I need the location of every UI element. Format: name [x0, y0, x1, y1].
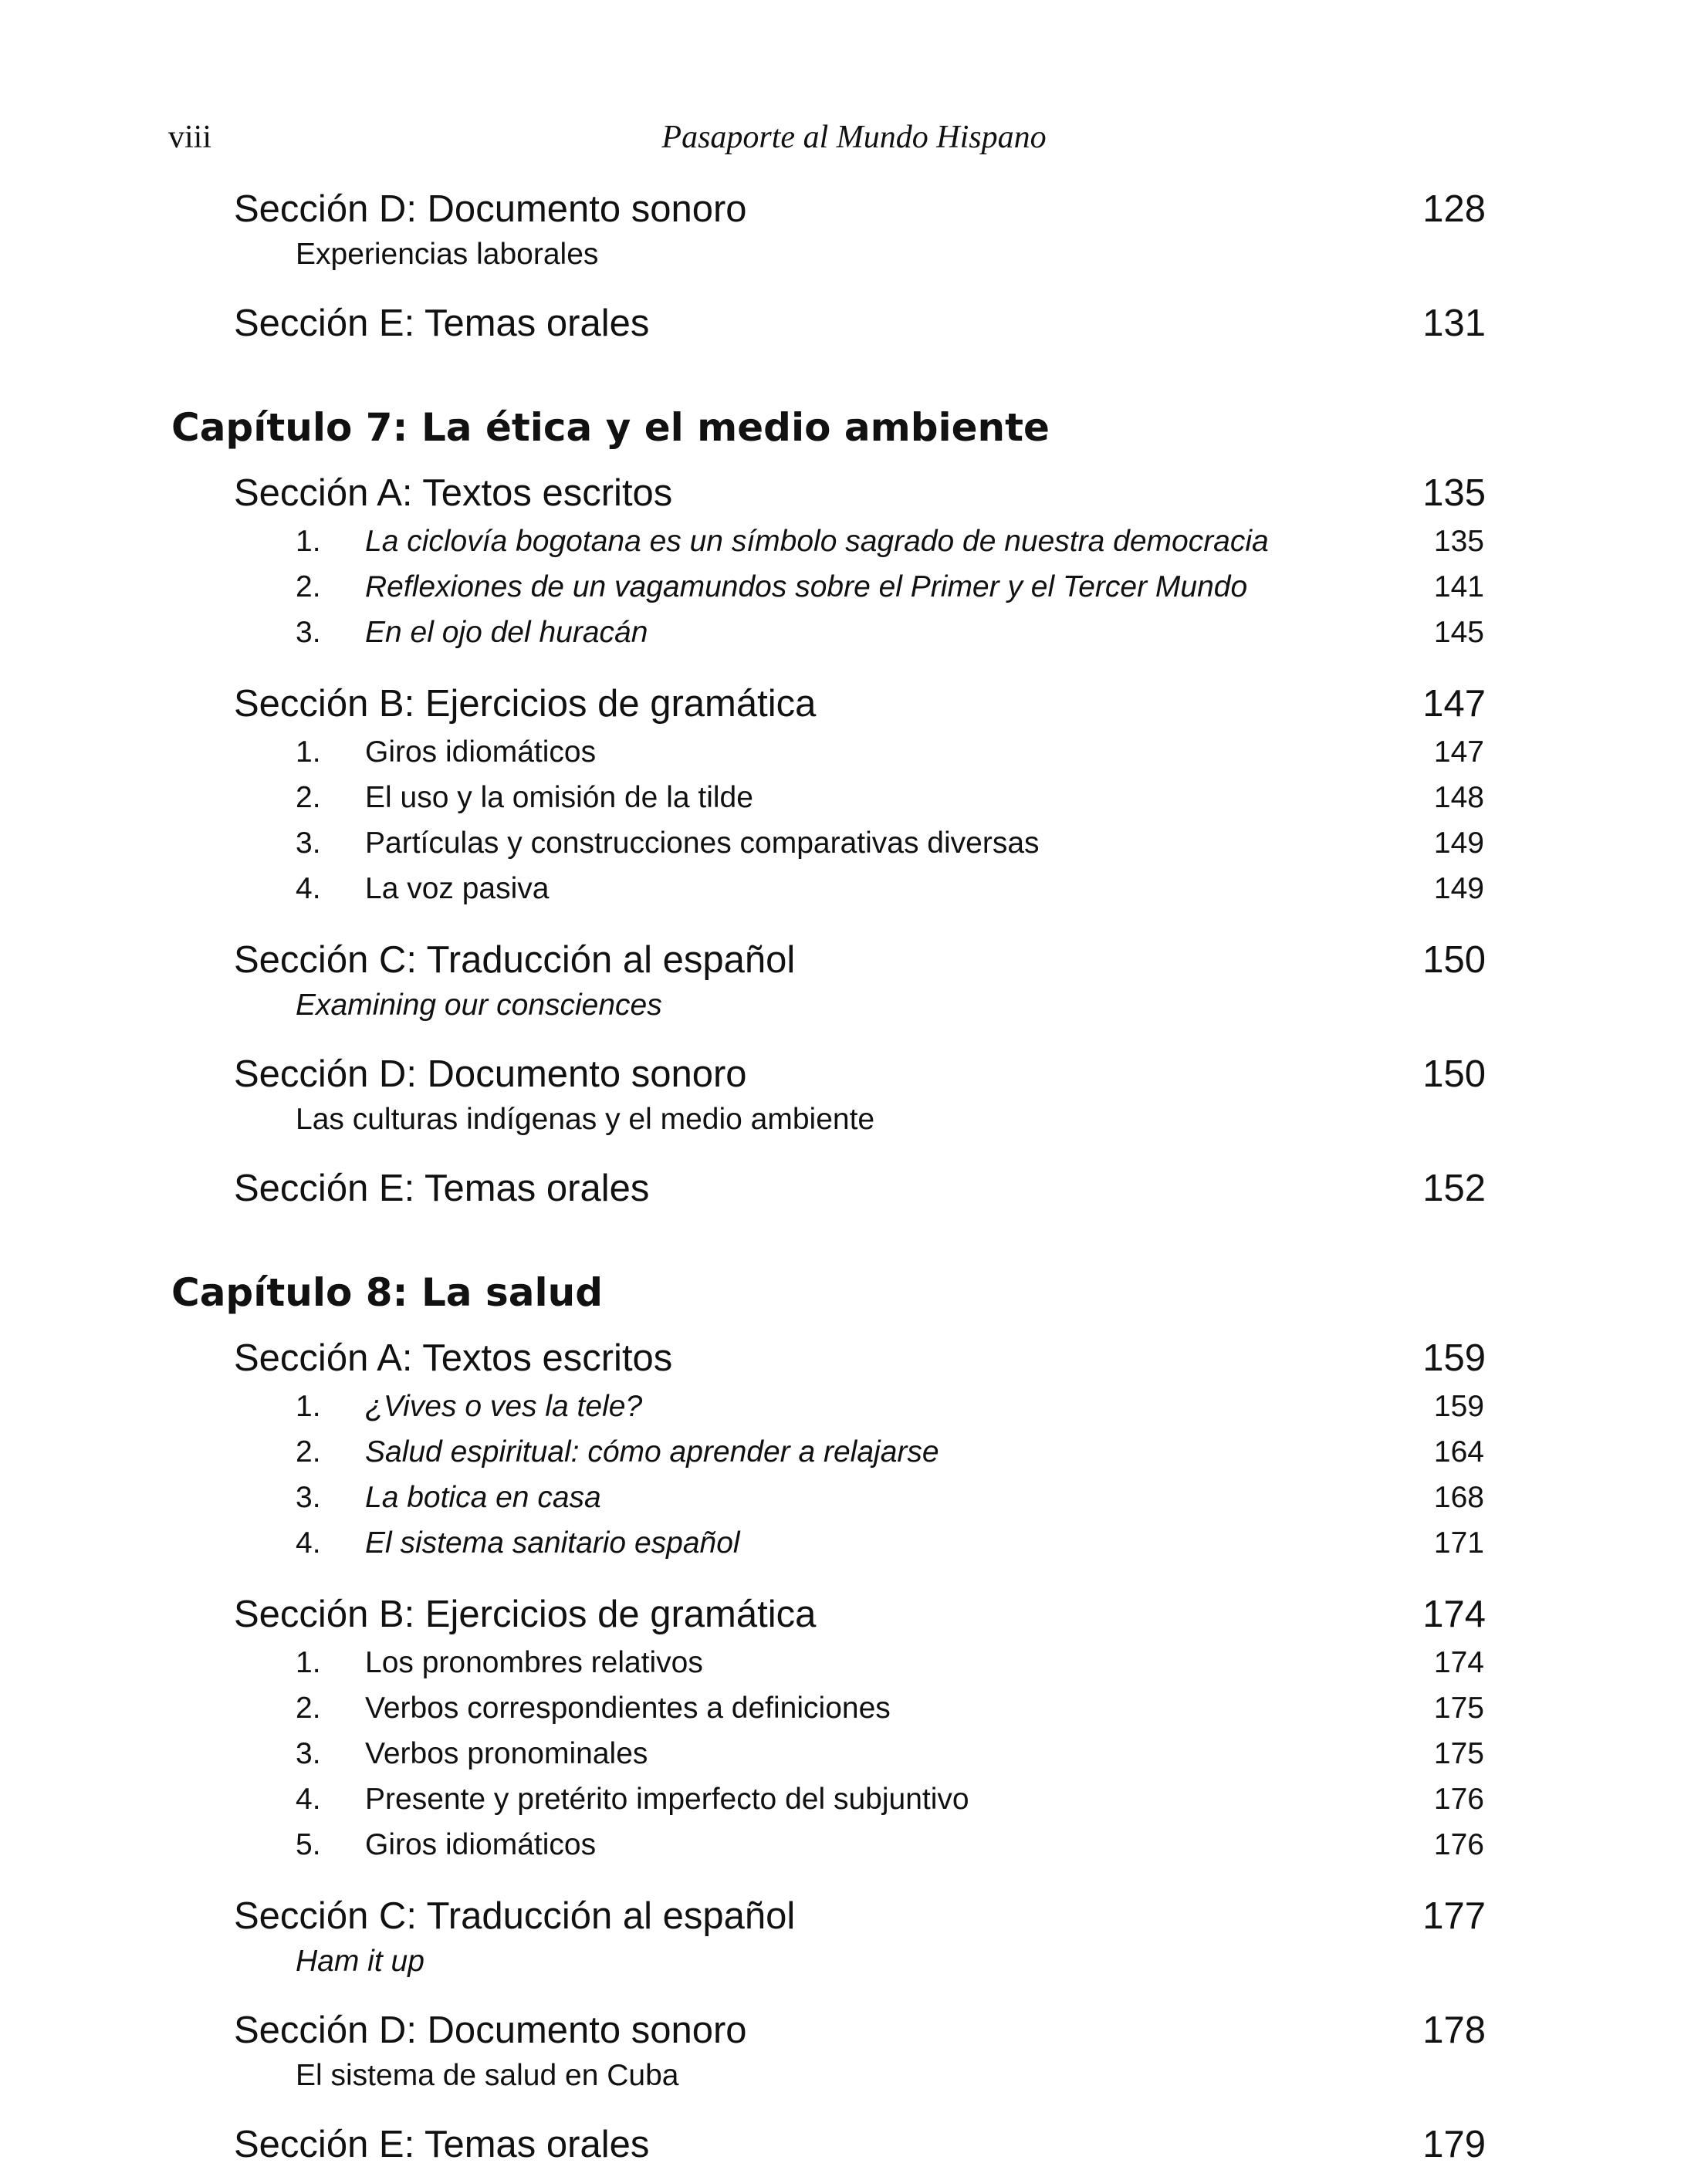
toc-section-c[interactable]	[0, 1891, 1708, 1942]
toc-section-d[interactable]	[0, 1049, 1708, 1100]
chapter-8-heading: Capítulo 8: La salud	[171, 1270, 603, 1315]
section-page: 150	[1422, 1053, 1486, 1095]
section-page: 174	[1422, 1594, 1486, 1635]
toc-item[interactable]: 3. Partículas y construcciones comparativas diversas 149	[296, 826, 1484, 860]
table-of-contents	[0, 184, 1708, 2170]
toc-section-d[interactable]	[0, 184, 1708, 235]
toc-item[interactable]: 2. Verbos correspondientes a definiciones 175	[296, 1692, 1484, 1725]
section-subtitle: Examining our consciences	[296, 989, 662, 1022]
section-page: 177	[1422, 1895, 1486, 1937]
section-page: 179	[1422, 2124, 1486, 2165]
toc-item[interactable]: 4. La voz pasiva 149	[296, 872, 1484, 905]
section-label: Sección B: Ejercicios de gramática	[234, 683, 817, 725]
toc-section-b[interactable]	[0, 1589, 1708, 1640]
section-subtitle: El sistema de salud en Cuba	[296, 2059, 679, 2092]
section-label: Sección E: Temas orales	[234, 303, 650, 344]
section-label: Sección E: Temas orales	[234, 1168, 650, 1209]
section-page: 178	[1422, 2009, 1486, 2051]
section-page: 135	[1422, 472, 1486, 514]
toc-section-e[interactable]	[0, 298, 1708, 349]
toc-section-a[interactable]	[0, 1333, 1708, 1384]
toc-item[interactable]: 3. En el ojo del huracán 145	[296, 616, 1484, 649]
section-label: Sección D: Documento sonoro	[234, 188, 747, 230]
chapter-7-heading: Capítulo 7: La ética y el medio ambiente	[171, 405, 1050, 450]
section-page: 131	[1422, 303, 1486, 344]
running-header	[0, 114, 1708, 161]
toc-item[interactable]: 4. Presente y pretérito imperfecto del subjuntivo 176	[296, 1783, 1484, 1816]
toc-item[interactable]: 1. Giros idiomáticos 147	[296, 735, 1484, 769]
section-subtitle: Experiencias laborales	[296, 238, 599, 271]
section-page: 150	[1422, 939, 1486, 981]
toc-item[interactable]: 4. El sistema sanitario español 171	[296, 1526, 1484, 1560]
toc-section-b[interactable]	[0, 678, 1708, 729]
section-page: 159	[1422, 1337, 1486, 1379]
toc-item[interactable]: 1. ¿Vives o ves la tele? 159	[296, 1390, 1484, 1423]
toc-item[interactable]: 2. Reflexiones de un vagamundos sobre el Primer y el Tercer Mundo 141	[296, 570, 1484, 603]
section-label: Sección D: Documento sonoro	[234, 2009, 747, 2051]
toc-item[interactable]: 1. La ciclovía bogotana es un símbolo sagrado de nuestra democracia 135	[296, 525, 1484, 558]
book-title: Pasaporte al Mundo Hispano	[661, 120, 1047, 155]
toc-item[interactable]: 3. Verbos pronominales 175	[296, 1737, 1484, 1770]
toc-item[interactable]: 5. Giros idiomáticos 176	[296, 1828, 1484, 1861]
section-label: Sección C: Traducción al español	[234, 939, 796, 981]
toc-item[interactable]: 2. Salud espiritual: cómo aprender a relajarse 164	[296, 1435, 1484, 1469]
section-label: Sección B: Ejercicios de gramática	[234, 1594, 817, 1635]
toc-section-e[interactable]	[0, 2119, 1708, 2170]
section-subtitle: Las culturas indígenas y el medio ambiente	[296, 1103, 875, 1136]
toc-item[interactable]: 3. La botica en casa 168	[296, 1481, 1484, 1514]
page-number: viii	[168, 120, 212, 155]
section-page: 152	[1422, 1168, 1486, 1209]
section-label: Sección C: Traducción al español	[234, 1895, 796, 1937]
section-label: Sección A: Textos escritos	[234, 1337, 673, 1379]
toc-item[interactable]: 1. Los pronombres relativos 174	[296, 1646, 1484, 1679]
section-page: 128	[1422, 188, 1486, 230]
toc-item[interactable]: 2. El uso y la omisión de la tilde 148	[296, 781, 1484, 814]
section-page: 147	[1422, 683, 1486, 725]
toc-section-a[interactable]	[0, 468, 1708, 519]
toc-section-d[interactable]	[0, 2005, 1708, 2056]
section-label: Sección A: Textos escritos	[234, 472, 673, 514]
toc-section-e[interactable]	[0, 1163, 1708, 1214]
toc-section-c[interactable]	[0, 935, 1708, 985]
section-subtitle: Ham it up	[296, 1945, 424, 1978]
section-label: Sección E: Temas orales	[234, 2124, 650, 2165]
section-label: Sección D: Documento sonoro	[234, 1053, 747, 1095]
